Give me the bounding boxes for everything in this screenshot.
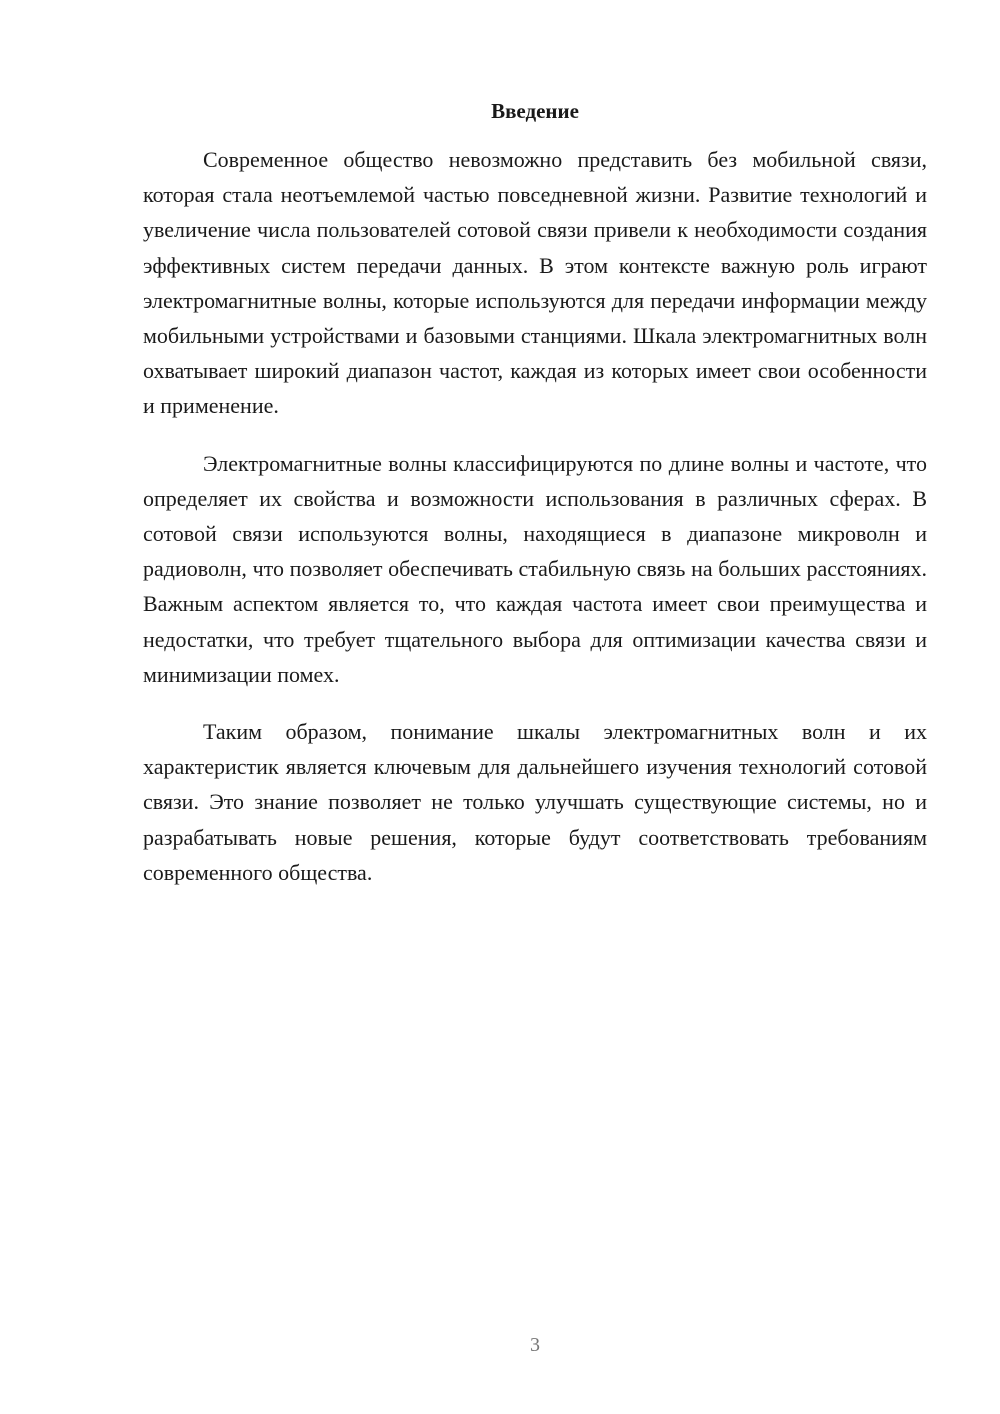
paragraph-1: Современное общество невозможно представить без мобильной связи, которая стала неотъемлемой частью повседневной жизни. Развитие технологий и увеличение числа пользователей сотовой связи привели к необходимости создания эффективных систем передачи данных. В этом контексте важную роль играют электромагнитные волны, которые используются для передачи информации между мобильными устройствами и базовыми станциями. Шкала электромагнитных волн охватывает широкий диапазон частот, каждая из которых имеет свои особенности и применение. [143,147,927,419]
paragraph-2: Электромагнитные волны классифицируются по длине волны и частоте, что определяет их свойства и возможности использования в различных сферах. В сотовой связи используются волны, находящиеся в диапазоне микроволн и радиоволн, что позволяет обеспечивать стабильную связь на больших расстояниях. Важным аспектом является то, что каждая частота имеет свои преимущества и недостатки, что требует тщательного выбора для оптимизации качества связи и минимизации помех. [143,450,927,687]
page-number: 3 [530,1334,540,1356]
document-body [143,142,927,912]
paragraph-3: Таким образом, понимание шкалы электромагнитных волн и их характеристик является ключевым для дальнейшего изучения технологий сотовой связи. Это знание позволяет не только улучшать существующие системы, но и разрабатывать новые решения, которые будут соответствовать требованиям современного общества. [143,719,927,885]
section-heading: Введение [491,99,579,123]
